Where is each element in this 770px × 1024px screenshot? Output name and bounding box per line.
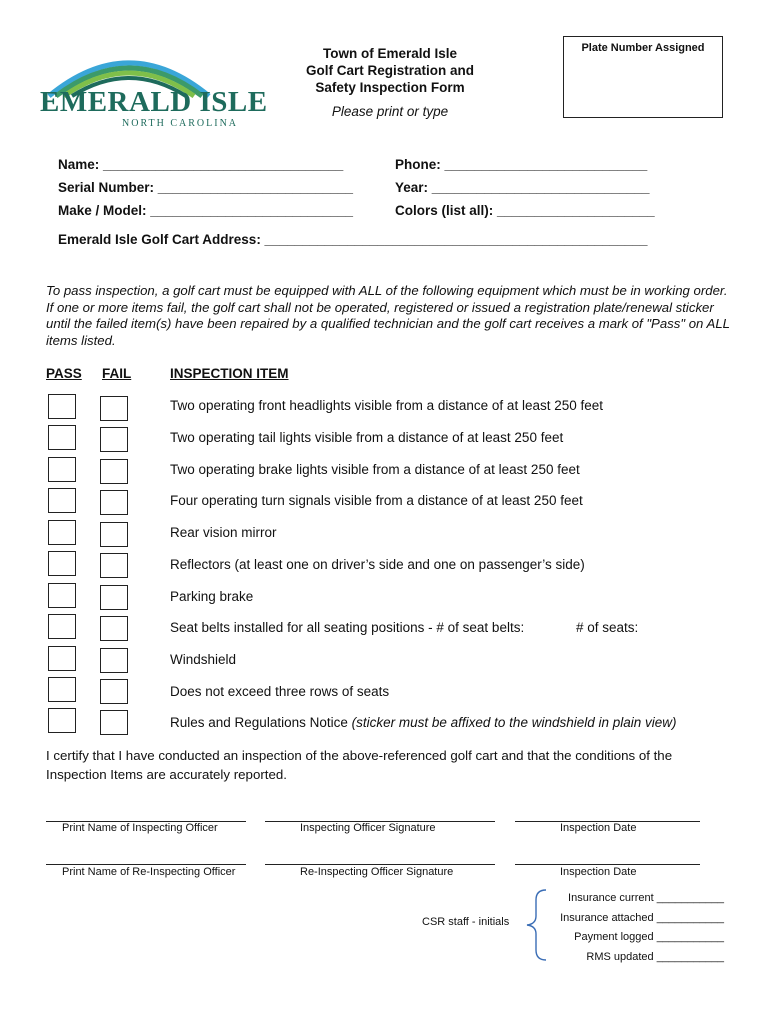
year-field[interactable]: Year: _____________________________ bbox=[395, 180, 650, 195]
pass-checkbox[interactable] bbox=[48, 614, 76, 639]
colors-field[interactable]: Colors (list all): _____________________ bbox=[395, 203, 655, 218]
fail-checkbox[interactable] bbox=[100, 616, 128, 641]
make-model-field[interactable]: Make / Model: ___________________________ bbox=[58, 203, 353, 218]
fail-checkbox[interactable] bbox=[100, 648, 128, 673]
inspection-item-rules-notice bbox=[170, 715, 677, 730]
csr-payment-logged[interactable]: Payment logged ___________ bbox=[574, 931, 724, 943]
csr-insurance-current[interactable]: Insurance current ___________ bbox=[568, 892, 724, 904]
inspection-item-reflectors: Reflectors (at least one on driver’s side and one on passenger’s side) bbox=[170, 557, 585, 572]
logo-subtitle: NORTH CAROLINA bbox=[122, 118, 239, 129]
inspection-item-turn-signals: Four operating turn signals visible from a distance of at least 250 feet bbox=[170, 493, 583, 508]
plate-number-label: Plate Number Assigned bbox=[581, 42, 705, 54]
inspection-item-windshield: Windshield bbox=[170, 652, 237, 667]
inspection-item-headlights: Two operating front headlights visible from a distance of at least 250 feet bbox=[170, 398, 604, 413]
fail-checkbox[interactable] bbox=[100, 679, 128, 704]
fail-checkbox[interactable] bbox=[100, 710, 128, 735]
officer-signature-label: Inspecting Officer Signature bbox=[300, 822, 436, 834]
title-line-1: Town of Emerald Isle bbox=[322, 46, 458, 61]
inspection-instructions: To pass inspection, a golf cart must be equipped with ALL of the following equipment which must be in working order. If one or more items fail, the golf cart shall not be operated, registered or issued a registration plate/renewal sticker until the failed item(s) have been repaired by a qualified technician and the golf cart receives a mark of "Pass" on ALL items listed. bbox=[46, 283, 730, 348]
rules-notice-label: Rules and Regulations Notice bbox=[170, 715, 348, 730]
rules-notice-note: (sticker must be affixed to the windshield in plain view) bbox=[351, 715, 677, 730]
form-title bbox=[290, 45, 490, 96]
pass-checkbox[interactable] bbox=[48, 520, 76, 545]
pass-checkbox[interactable] bbox=[48, 488, 76, 513]
plate-number-box[interactable] bbox=[563, 36, 723, 118]
address-field[interactable]: Emerald Isle Golf Cart Address: ___________________________________________________ bbox=[58, 232, 648, 247]
pass-checkbox[interactable] bbox=[48, 457, 76, 482]
pass-checkbox[interactable] bbox=[48, 708, 76, 733]
fail-checkbox[interactable] bbox=[100, 427, 128, 452]
seats-count-label: # of seats: bbox=[576, 620, 639, 635]
form-subtitle: Please print or type bbox=[331, 104, 449, 119]
fail-checkbox[interactable] bbox=[100, 522, 128, 547]
reinspection-date-line[interactable] bbox=[515, 864, 700, 865]
reofficer-signature-label: Re-Inspecting Officer Signature bbox=[300, 866, 454, 878]
reinspection-date-label: Inspection Date bbox=[560, 866, 637, 878]
inspection-item-seat-belts: Seat belts installed for all seating positions - # of seat belts: bbox=[170, 620, 525, 635]
csr-insurance-attached[interactable]: Insurance attached ___________ bbox=[560, 912, 724, 924]
inspection-item-header: INSPECTION ITEM bbox=[170, 366, 289, 381]
fail-checkbox[interactable] bbox=[100, 490, 128, 515]
reofficer-name-line[interactable] bbox=[46, 864, 246, 865]
fail-checkbox[interactable] bbox=[100, 396, 128, 421]
emerald-isle-logo bbox=[40, 48, 268, 130]
inspection-date-label: Inspection Date bbox=[560, 822, 637, 834]
curly-brace-icon bbox=[524, 888, 550, 962]
pass-checkbox[interactable] bbox=[48, 583, 76, 608]
pass-checkbox[interactable] bbox=[48, 677, 76, 702]
serial-number-field[interactable]: Serial Number: __________________________ bbox=[58, 180, 353, 195]
logo-name: EMERALD ISLE bbox=[40, 86, 268, 118]
inspection-item-brake-lights: Two operating brake lights visible from a distance of at least 250 feet bbox=[170, 462, 580, 477]
title-line-3: Safety Inspection Form bbox=[315, 80, 465, 95]
reofficer-name-label: Print Name of Re-Inspecting Officer bbox=[62, 866, 236, 878]
csr-staff-label: CSR staff - initials bbox=[422, 916, 510, 928]
pass-checkbox[interactable] bbox=[48, 425, 76, 450]
inspection-item-parking-brake: Parking brake bbox=[170, 589, 254, 604]
inspection-item-rear-mirror: Rear vision mirror bbox=[170, 525, 277, 540]
inspection-item-tail-lights: Two operating tail lights visible from a distance of at least 250 feet bbox=[170, 430, 564, 445]
phone-field[interactable]: Phone: ___________________________ bbox=[395, 157, 648, 172]
officer-name-label: Print Name of Inspecting Officer bbox=[62, 822, 218, 834]
certification-statement: I certify that I have conducted an inspection of the above-referenced golf cart and that the conditions of the Inspection Items are accurately reported. bbox=[46, 748, 673, 782]
title-line-2: Golf Cart Registration and bbox=[305, 63, 474, 78]
csr-rms-updated[interactable]: RMS updated ___________ bbox=[586, 951, 724, 963]
pass-checkbox[interactable] bbox=[48, 646, 76, 671]
fail-checkbox[interactable] bbox=[100, 553, 128, 578]
pass-header: PASS bbox=[46, 366, 82, 381]
name-field[interactable]: Name: ________________________________ bbox=[58, 157, 344, 172]
fail-header: FAIL bbox=[102, 366, 132, 381]
fail-checkbox[interactable] bbox=[100, 459, 128, 484]
fail-checkbox[interactable] bbox=[100, 585, 128, 610]
pass-checkbox[interactable] bbox=[48, 551, 76, 576]
reofficer-signature-line[interactable] bbox=[265, 864, 495, 865]
inspection-item-rows-of-seats: Does not exceed three rows of seats bbox=[170, 684, 390, 699]
pass-checkbox[interactable] bbox=[48, 394, 76, 419]
